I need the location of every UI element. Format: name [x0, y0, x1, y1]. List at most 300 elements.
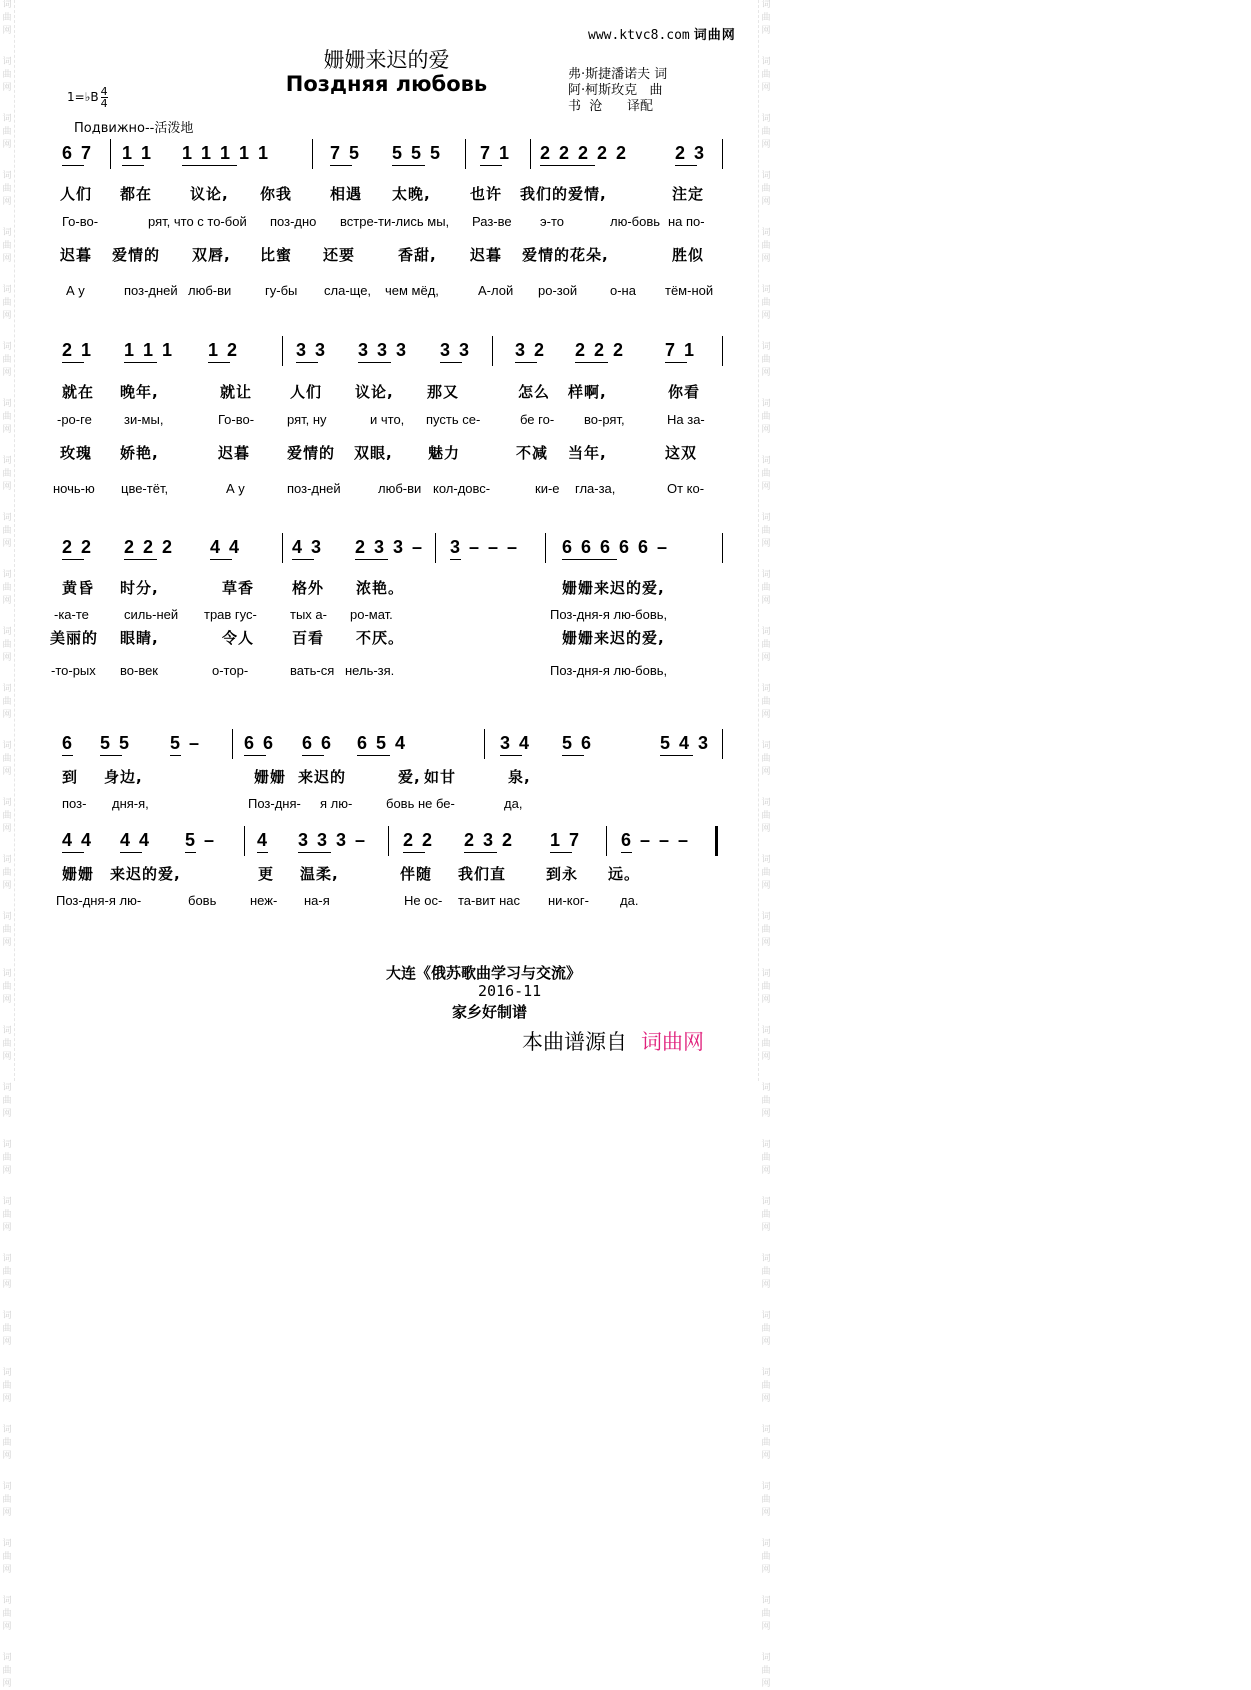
lyric-syllable: 格外 [292, 579, 325, 597]
beat-underline [665, 362, 687, 363]
watermark-text: 词 曲 网 [2, 1653, 12, 1689]
lyric-syllable: 眼睛, [120, 629, 159, 647]
lyric-syllable: 迟暮 [60, 246, 93, 264]
signature-date: 2016-11 [478, 982, 542, 1000]
watermark-text: 词 曲 网 [2, 228, 12, 264]
note-group: 1 1 1 1 1 [182, 143, 271, 163]
key-label: 1=♭B [67, 90, 99, 104]
note-group: 2 2 [403, 830, 435, 850]
lyric-syllable: Го-во- [218, 412, 255, 427]
watermark-text: 词 曲 网 [761, 627, 771, 663]
lyric-syllable: рят, что с то-бой [148, 214, 247, 229]
lyric-syllable: 百看 [292, 629, 325, 647]
watermark-text: 词 曲 网 [761, 228, 771, 264]
lyric-syllable: лю-бовь [610, 214, 661, 229]
watermark-text: 词 曲 网 [2, 456, 12, 492]
watermark-text: 词 曲 网 [2, 1311, 12, 1347]
watermark-text: 词 曲 网 [2, 741, 12, 777]
lyric-syllable: дня-я, [112, 796, 149, 811]
note-group: 1 1 1 [124, 340, 175, 360]
watermark-text: 词 曲 网 [2, 912, 12, 948]
watermark-text: 词 曲 网 [761, 1368, 771, 1404]
lyric-syllable: Раз-ве [472, 214, 512, 229]
beat-underline [575, 362, 608, 363]
lyric-syllable: трав гус- [204, 607, 257, 622]
beat-underline [562, 559, 617, 560]
lyric-syllable: 爱情的 [112, 246, 161, 264]
lyric-syllable: во-век [120, 663, 158, 678]
note-group: 1 7 [550, 830, 582, 850]
credit-translator: 书 沧 译配 [568, 99, 654, 114]
watermark-text: 词 曲 网 [761, 1482, 771, 1518]
watermark-text: 词 曲 网 [761, 1425, 771, 1461]
lyric-syllable: встре-ти-лись мы, [340, 214, 450, 229]
beat-underline [464, 852, 497, 853]
beat-underline [62, 165, 84, 166]
watermark-text: 词 曲 网 [2, 684, 12, 720]
lyric-syllable: 黄昏 [62, 579, 95, 597]
lyric-syllable: на по- [668, 214, 705, 229]
barline [388, 826, 389, 856]
time-signature [101, 86, 108, 109]
watermark-text: 词 曲 网 [761, 1653, 771, 1689]
right-watermark-strip [758, 0, 773, 1689]
note-group: 5 5 [100, 733, 132, 753]
watermark-text: 词 曲 网 [761, 1026, 771, 1062]
beat-underline [540, 165, 595, 166]
signature-arranger: 家乡好制谱 [452, 1003, 528, 1021]
lyric-syllable: 到永 [546, 865, 579, 883]
beat-underline [330, 165, 352, 166]
lyric-syllable: зи-мы, [124, 412, 164, 427]
credits [568, 67, 667, 115]
lyric-syllable: 泉, [508, 768, 531, 786]
lyric-syllable: цве-тёт, [121, 481, 169, 496]
watermark-text: 词 曲 网 [761, 1197, 771, 1233]
watermark-text: 词 曲 网 [2, 627, 12, 663]
lyric-syllable: во-рят, [584, 412, 625, 427]
watermark-text: 词 曲 网 [761, 741, 771, 777]
lyric-syllable: 你看 [668, 383, 701, 401]
signature-line-1: 大连《俄苏歌曲学习与交流》 [386, 964, 582, 982]
beat-underline [355, 559, 388, 560]
lyric-syllable: поз-дней [287, 481, 341, 496]
watermark-text: 词 曲 网 [2, 513, 12, 549]
lyric-syllable: ро-зой [538, 283, 578, 298]
watermark-text: 词 曲 网 [2, 1140, 12, 1176]
lyric-syllable: гу-бы [265, 283, 298, 298]
lyric-syllable: кол-довс- [433, 481, 491, 496]
note-group: 2 2 2 2 2 [540, 143, 629, 163]
lyric-syllable: 不厌。 [356, 629, 405, 647]
site-name[interactable]: 词曲网 [693, 28, 736, 43]
note-group: 2 3 [675, 143, 707, 163]
note-group: 4 [257, 830, 270, 850]
beat-underline [292, 559, 314, 560]
lyric-syllable: 还要 [323, 246, 356, 264]
lyric-syllable: 当年, [568, 444, 607, 462]
barline [110, 139, 111, 169]
watermark-text: 词 曲 网 [2, 1026, 12, 1062]
time-denominator: 4 [100, 97, 108, 110]
beat-underline [500, 755, 522, 756]
note-group: 7 1 [480, 143, 512, 163]
beat-underline [440, 362, 462, 363]
lyric-syllable: 怎么 [518, 383, 551, 401]
watermark-text: 词 曲 网 [2, 1197, 12, 1233]
watermark-text: 词 曲 网 [761, 1596, 771, 1632]
lyric-syllable: силь-ней [124, 607, 179, 622]
tempo-marking: Подвижно--活泼地 [74, 121, 194, 136]
lyric-syllable: 姗姗来迟的爱, [562, 579, 665, 597]
barline [722, 729, 723, 759]
credit-composer: 阿·柯斯玫克 曲 [568, 83, 663, 98]
lyric-syllable: А у [66, 283, 85, 298]
watermark-text: 词 曲 网 [761, 57, 771, 93]
barline [435, 533, 436, 563]
watermark-text: 词 曲 网 [2, 1539, 12, 1575]
lyric-syllable: чем мёд, [385, 283, 439, 298]
lyric-syllable: 我们直 [458, 865, 507, 883]
lyric-syllable: гла-за, [575, 481, 616, 496]
lyric-syllable: 到 [62, 768, 79, 786]
footer-text: 本曲谱源自 [522, 1030, 627, 1054]
note-group: 1 2 [208, 340, 240, 360]
lyric-syllable: 魅力 [428, 444, 461, 462]
lyric-syllable: 伴随 [400, 865, 433, 883]
note-group: 6 6 [302, 733, 334, 753]
beat-underline [450, 559, 461, 560]
note-group: 2 2 2 [124, 537, 175, 557]
barline [722, 139, 723, 169]
watermark-text: 词 曲 网 [761, 684, 771, 720]
lyric-syllable: поз- [62, 796, 87, 811]
footer-source [522, 1026, 704, 1056]
song-title-chinese: 姗姗来迟的爱 [323, 48, 450, 72]
lyric-syllable: 双眼, [354, 444, 393, 462]
watermark-text: 词 曲 网 [2, 1425, 12, 1461]
lyric-syllable: 爱情的 [287, 444, 336, 462]
note-group: 4 4 [210, 537, 242, 557]
lyric-syllable: 温柔, [300, 865, 339, 883]
watermark-text: 词 曲 网 [761, 1083, 771, 1119]
barline [715, 826, 718, 856]
note-group: 2 2 2 [575, 340, 626, 360]
lyric-syllable: -то-рых [51, 663, 96, 678]
note-group: 6 [62, 733, 75, 753]
watermark-text: 词 曲 网 [761, 456, 771, 492]
lyric-syllable: 人们 [60, 185, 93, 203]
watermark-text: 词 曲 网 [2, 1254, 12, 1290]
lyric-syllable: А-лой [478, 283, 514, 298]
barline [312, 139, 313, 169]
note-group: 5 5 5 [392, 143, 443, 163]
lyric-syllable: 如甘 [424, 768, 457, 786]
barline [232, 729, 233, 759]
watermark-text: 词 曲 网 [761, 1140, 771, 1176]
beat-underline [62, 559, 84, 560]
beat-underline [62, 755, 73, 756]
lyric-syllable: Поз-дня-я лю- [56, 893, 142, 908]
watermark-text: 词 曲 网 [761, 342, 771, 378]
lyric-syllable: 这双 [665, 444, 698, 462]
lyric-syllable: бе го- [520, 412, 555, 427]
watermark-text: 词 曲 网 [761, 513, 771, 549]
lyric-syllable: 都在 [120, 185, 153, 203]
watermark-text: 词 曲 网 [2, 1596, 12, 1632]
beat-underline [403, 852, 425, 853]
lyric-syllable: 也许 [470, 185, 503, 203]
lyric-syllable: ночь-ю [53, 481, 95, 496]
watermark-text: 词 曲 网 [2, 114, 12, 150]
beat-underline [257, 852, 268, 853]
barline [606, 826, 607, 856]
lyric-syllable: рят, ну [287, 412, 327, 427]
watermark-text: 词 曲 网 [761, 798, 771, 834]
lyric-syllable: -ка-те [54, 607, 89, 622]
beat-underline [182, 165, 237, 166]
note-group: 2 3 3 – [355, 537, 425, 557]
note-group: 3 3 3 [358, 340, 409, 360]
watermark-text: 词 曲 网 [2, 1482, 12, 1518]
watermark-text: 词 曲 网 [2, 0, 12, 36]
watermark-text: 词 曲 网 [761, 912, 771, 948]
lyric-syllable: 不减 [516, 444, 549, 462]
lyric-syllable: на-я [304, 893, 330, 908]
watermark-text: 词 曲 网 [761, 1539, 771, 1575]
lyric-syllable: 浓艳。 [356, 579, 405, 597]
lyric-syllable: 姗姗 [254, 768, 287, 786]
song-title-russian: Поздняя любовь [285, 72, 488, 96]
watermark-text: 词 曲 网 [761, 114, 771, 150]
watermark-text: 词 曲 网 [2, 798, 12, 834]
lyric-syllable: 议论, [355, 383, 394, 401]
beat-underline [550, 852, 572, 853]
beat-underline [298, 852, 331, 853]
lyric-syllable: тём-ной [665, 283, 714, 298]
watermark-text: 词 曲 网 [2, 1368, 12, 1404]
lyric-syllable: 太晚, [392, 185, 431, 203]
beat-underline [122, 165, 144, 166]
barline [282, 533, 283, 563]
watermark-text: 词 曲 网 [761, 969, 771, 1005]
lyric-syllable: На за- [667, 412, 705, 427]
watermark-text: 词 曲 网 [761, 855, 771, 891]
beat-underline [124, 362, 157, 363]
beat-underline [124, 559, 157, 560]
footer-brand[interactable]: 词曲网 [641, 1030, 704, 1054]
lyric-syllable: 来迟的爱, [110, 865, 181, 883]
watermark-text: 词 曲 网 [2, 285, 12, 321]
beat-underline [296, 362, 318, 363]
barline [722, 336, 723, 366]
watermark-text: 词 曲 网 [2, 570, 12, 606]
barline [545, 533, 546, 563]
beat-underline [675, 165, 697, 166]
lyric-syllable: Го-во- [62, 214, 99, 229]
barline [244, 826, 245, 856]
watermark-text: 词 曲 网 [761, 171, 771, 207]
lyric-syllable: люб-ви [188, 283, 232, 298]
lyric-syllable: 爱情的花朵, [522, 246, 609, 264]
note-group: 5 – [170, 733, 202, 753]
beat-underline [480, 165, 502, 166]
beat-underline [392, 165, 425, 166]
lyric-syllable: Поз-дня-я лю-бовь, [550, 607, 668, 622]
barline [465, 139, 466, 169]
barline [530, 139, 531, 169]
lyric-syllable: 远。 [608, 865, 641, 883]
lyric-syllable: я лю- [320, 796, 353, 811]
lyric-syllable: ро-мат. [350, 607, 393, 622]
lyric-syllable: 我们的爱情, [520, 185, 607, 203]
lyric-syllable: сла-ще, [324, 283, 372, 298]
lyric-syllable: 样啊, [568, 383, 607, 401]
watermark-text: 词 曲 网 [761, 1311, 771, 1347]
beat-underline [302, 755, 324, 756]
lyric-syllable: А у [226, 481, 245, 496]
lyric-syllable: 草香 [222, 579, 255, 597]
watermark-text: 词 曲 网 [2, 1083, 12, 1119]
beat-underline [562, 755, 584, 756]
lyric-syllable: нель-зя. [345, 663, 395, 678]
lyric-syllable: пусть се- [426, 412, 481, 427]
beat-underline [208, 362, 230, 363]
note-group: 6 – – – [621, 830, 691, 850]
lyric-syllable: да, [504, 796, 523, 811]
note-group: 4 3 [292, 537, 324, 557]
watermark-text: 词 曲 网 [761, 1254, 771, 1290]
lyric-syllable: поз-дней [124, 283, 178, 298]
lyric-syllable: вать-ся [290, 663, 335, 678]
lyric-syllable: 姗姗来迟的爱, [562, 629, 665, 647]
watermark-text: 词 曲 网 [761, 0, 771, 36]
lyric-syllable: Не ос- [404, 893, 443, 908]
lyric-syllable: 相遇 [330, 185, 363, 203]
site-url[interactable] [588, 24, 736, 43]
note-group: 7 5 [330, 143, 362, 163]
beat-underline [357, 755, 390, 756]
note-group: 3 – – – [450, 537, 520, 557]
lyric-syllable: 迟暮 [218, 444, 251, 462]
lyric-syllable: 更 [258, 865, 275, 883]
lyric-syllable: 身边, [104, 768, 143, 786]
lyric-syllable: и что, [370, 412, 405, 427]
lyric-syllable: люб-ви [378, 481, 422, 496]
note-group: 6 7 [62, 143, 94, 163]
lyric-syllable: Поз-дня- [248, 796, 301, 811]
lyric-syllable: 比蜜 [260, 246, 293, 264]
watermark-text: 词 曲 网 [2, 57, 12, 93]
note-group: 5 6 [562, 733, 594, 753]
barline [722, 533, 723, 563]
site-url-text[interactable]: www.ktvc8.com [588, 28, 690, 43]
lyric-syllable: 双唇, [192, 246, 231, 264]
time-numerator: 4 [100, 85, 108, 98]
lyric-syllable: 人们 [290, 383, 323, 401]
left-watermark-strip [0, 0, 15, 1689]
beat-underline [515, 362, 537, 363]
lyric-syllable: 令人 [222, 629, 255, 647]
lyric-syllable: 就让 [220, 383, 253, 401]
lyric-syllable: 那又 [427, 383, 460, 401]
beat-underline [185, 852, 196, 853]
watermark-text: 词 曲 网 [2, 171, 12, 207]
lyric-syllable: поз-дно [270, 214, 317, 229]
lyric-syllable: 时分, [120, 579, 159, 597]
beat-underline [170, 755, 181, 756]
beat-underline [62, 852, 84, 853]
note-group: 2 2 [62, 537, 94, 557]
lyric-syllable: -ро-ге [57, 412, 92, 427]
beat-underline [120, 852, 142, 853]
note-group: 7 1 [665, 340, 697, 360]
lyric-syllable: 就在 [62, 383, 95, 401]
beat-underline [621, 852, 632, 853]
note-group: 6 6 [244, 733, 276, 753]
note-group: 3 3 [296, 340, 328, 360]
lyric-syllable: ни-ког- [548, 893, 589, 908]
note-group: 1 1 [122, 143, 154, 163]
lyric-syllable: да. [620, 893, 639, 908]
beat-underline [244, 755, 266, 756]
lyric-syllable: бовь [188, 893, 217, 908]
note-group: 4 4 [62, 830, 94, 850]
lyric-syllable: тых а- [290, 607, 327, 622]
lyric-syllable: 晚年, [120, 383, 159, 401]
lyric-syllable: та-вит нас [458, 893, 521, 908]
beat-underline [100, 755, 122, 756]
lyric-syllable: 玫瑰 [60, 444, 93, 462]
lyric-syllable: 你我 [260, 185, 293, 203]
note-group: 6 6 6 6 6 – [562, 537, 670, 557]
note-group: 2 1 [62, 340, 94, 360]
watermark-text: 词 曲 网 [761, 399, 771, 435]
watermark-text: 词 曲 网 [2, 342, 12, 378]
key-signature [67, 86, 108, 109]
watermark-text: 词 曲 网 [2, 399, 12, 435]
note-group: 5 – [185, 830, 217, 850]
beat-underline [358, 362, 391, 363]
lyric-syllable: 娇艳, [120, 444, 159, 462]
lyric-syllable: 注定 [672, 185, 705, 203]
lyric-syllable: 香甜, [398, 246, 437, 264]
note-group: 3 3 [440, 340, 472, 360]
note-group: 3 2 [515, 340, 547, 360]
lyric-syllable: Поз-дня-я лю-бовь, [550, 663, 668, 678]
barline [492, 336, 493, 366]
barline [484, 729, 485, 759]
lyric-syllable: 美丽的 [50, 629, 99, 647]
watermark-text: 词 曲 网 [761, 570, 771, 606]
lyric-syllable: 爱, [398, 768, 421, 786]
lyric-syllable: ки-е [535, 481, 560, 496]
lyric-syllable: неж- [250, 893, 278, 908]
watermark-text: 词 曲 网 [2, 969, 12, 1005]
lyric-syllable: 迟暮 [470, 246, 503, 264]
note-group: 6 5 4 [357, 733, 408, 753]
lyric-syllable: 胜似 [672, 246, 705, 264]
lyric-syllable: бовь не бе- [386, 796, 455, 811]
lyric-syllable: о-на [610, 283, 636, 298]
beat-underline [62, 362, 84, 363]
watermark-text: 词 曲 网 [761, 285, 771, 321]
lyric-syllable: 来迟的 [298, 768, 347, 786]
note-group: 5 4 3 [660, 733, 711, 753]
beat-underline [660, 755, 693, 756]
barline [282, 336, 283, 366]
watermark-text: 词 曲 网 [2, 855, 12, 891]
